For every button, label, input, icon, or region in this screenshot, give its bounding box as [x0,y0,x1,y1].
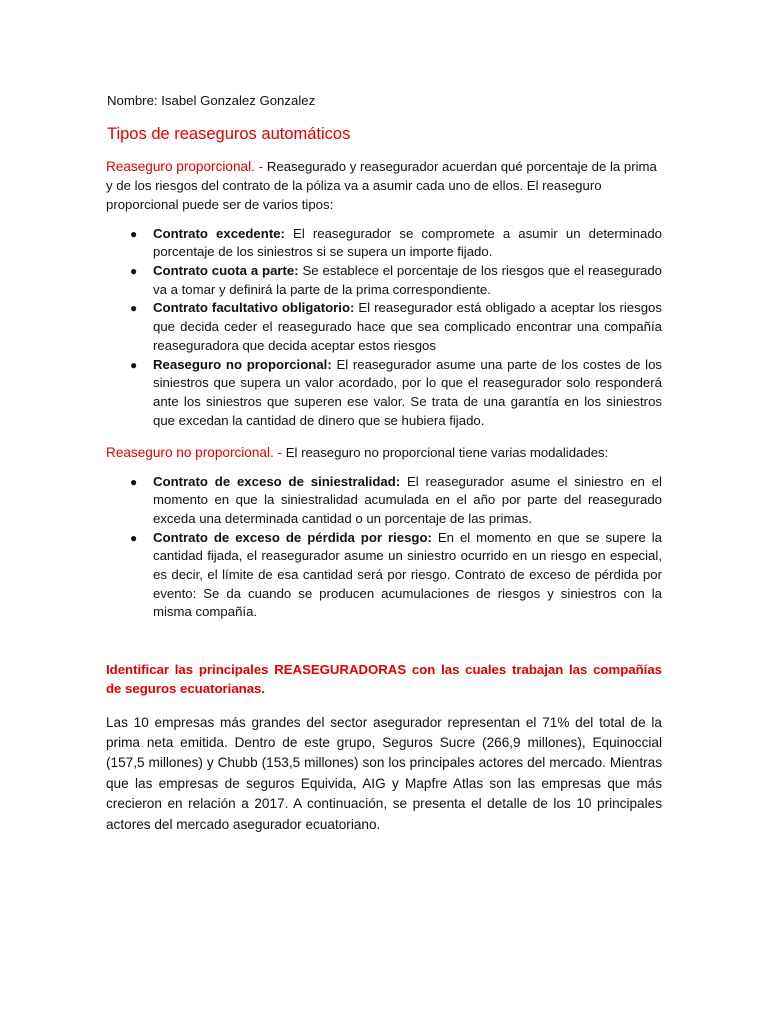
proporcional-list [106,225,662,431]
proporcional-text: Reasegurado y reasegurador acuerdan qué porcentaje de la prima y de los riesgos del contrato de la póliza va a asumir cada uno de ellos. El reaseguro proporcional puede ser de varios tipos: [106,159,657,213]
list-item-text: El reasegurador asume una parte de los costes de los siniestros que supera un valor acordado, por lo que el reasegurador solo responderá ante los siniestros que superen ese valor. Se trata de una garantía en los siniestros que excedan la cantidad de dinero que se hubiera fijado. [153,356,662,428]
no-proporcional-text: El reaseguro no proporcional tiene varias modalidades: [285,445,609,461]
question-heading: Identificar las principales REASEGURADORAS con las cuales trabajan las compañías de seguros ecuatorianas. [106,662,662,697]
no-proporcional-paragraph [106,443,662,462]
bullet-icon: ● [130,357,138,372]
list-item [106,473,662,529]
list-item-term: Contrato facultativo obligatorio: [153,300,355,316]
list-item-text: El reasegurador se compromete a asumir un determinado porcentaje de los siniestros si se supera un importe fijado. [153,225,662,260]
list-item [106,299,662,355]
list-item-text: El reasegurador asume el siniestro en el momento en que la siniestralidad acumulada en el año por parte del reasegurado exceda una determinada cantidad o un porcentaje de las primas. [153,473,662,526]
list-item [106,262,662,299]
no-proporcional-label: Reaseguro no proporcional. - [106,445,283,461]
bullet-icon: ● [130,530,138,545]
list-item-text: En el momento en que se supere la cantidad fijada, el reasegurador asume un siniestro ocurrido en un riesgo en especial, es decir, el límite de esa cantidad será por riesgo. Contrato de exceso de pérdida por evento: Se da cuando se producen acumulaciones de riesgos y siniestros con la misma compañía. [153,529,662,620]
list-item-term: Contrato cuota a parte: [153,263,299,279]
proporcional-paragraph [106,157,662,215]
bullet-icon: ● [130,301,138,316]
list-item [106,529,662,623]
list-item-text: El reasegurador está obligado a aceptar los riesgos que decida ceder el reasegurado hace que sea complicado encontrar una compañía reaseguradora que decida aceptar estos riesgos [153,300,662,353]
list-item-term: Contrato de exceso de siniestralidad: [153,473,401,489]
list-item [106,225,662,262]
bullet-icon: ● [130,474,138,489]
list-item-term: Reaseguro no proporcional: [153,356,332,372]
no-proporcional-list [106,473,662,623]
list-item-text: Se establece el porcentaje de los riesgos que el reasegurado va a tomar y definirá la parte de la prima correspondiente. [153,263,662,297]
list-item-term: Contrato excedente: [153,225,285,241]
answer-paragraph: Las 10 empresas más grandes del sector asegurador representan el 71% del total de la prima neta emitida. Dentro de este grupo, Seguros Sucre (266,9 millones), Equinoccial (157,5 millones) y Chubb (153,5 millones) son los principales actores del mercado. Mientras que las empresas de seguros Equivida, AIG y Mapfre Atlas son las empresas que más crecieron en relación a 2017. A continuación, se presenta el detalle de los 10 principales actores del mercado asegurador ecuatoriano. [106,714,662,832]
author-line: Nombre: Isabel Gonzalez Gonzalez [107,93,316,108]
bullet-icon: ● [130,226,138,241]
bullet-icon: ● [130,264,138,279]
list-item-term: Contrato de exceso de pérdida por riesgo: [153,529,432,545]
list-item [106,356,662,431]
proporcional-label: Reaseguro proporcional. - [106,159,264,174]
document-title: Tipos de reaseguros automáticos [107,125,351,143]
